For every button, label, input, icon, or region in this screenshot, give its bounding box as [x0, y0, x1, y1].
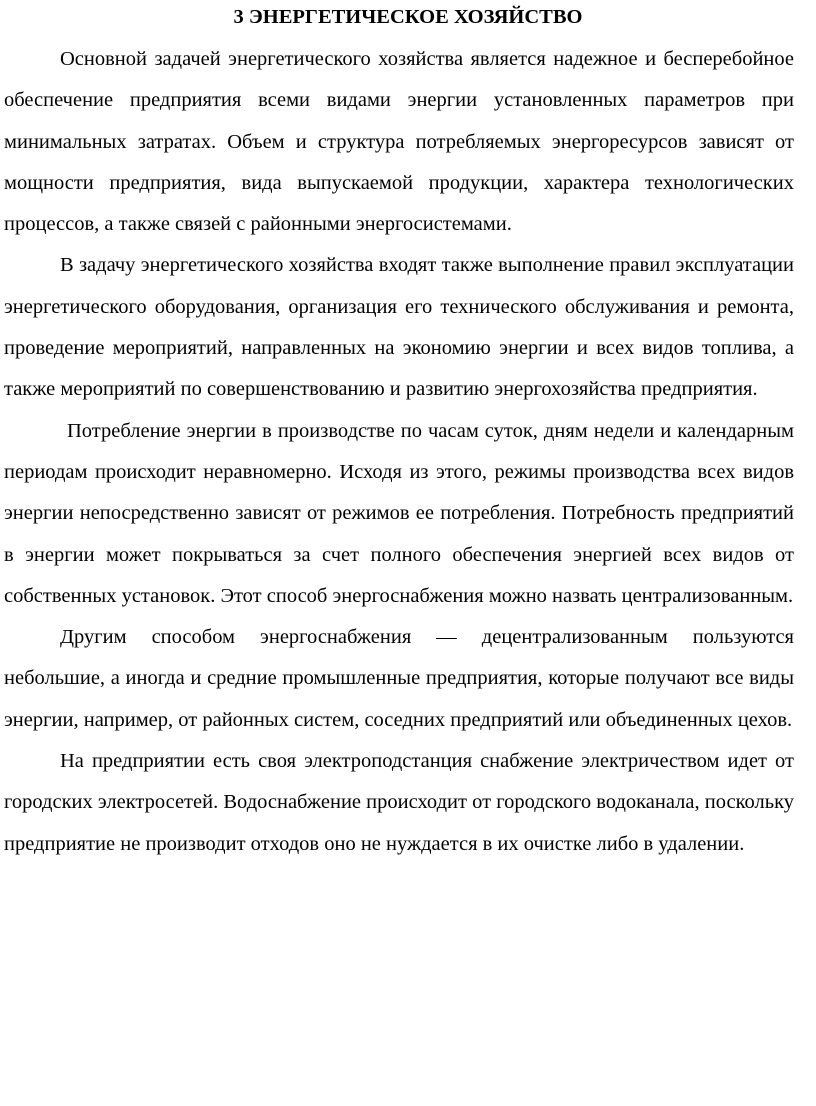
document-title: 3 ЭНЕРГЕТИЧЕСКОЕ ХОЗЯЙСТВО	[233, 6, 583, 28]
paragraph-3: Потребление энергии в производстве по часам суток, дням недели и календарным периодам происходит неравномерно. Исходя из этого, режимы производства всех видов энергии непосредственно зависят от режимов ее потребления. Потребность предприятий в энергии может покрываться за счет полного обеспечения энергией всех видов от собственных установок. Этот способ энергоснабжения можно назвать централизованным.	[4, 419, 794, 607]
paragraph-5: На предприятии есть своя электроподстанция снабжение электричеством идет от городских электросетей. Водоснабжение происходит от городского водоканала, поскольку предприятие не производит отходов оно не нуждается в их очистке либо в удалении.	[4, 750, 794, 855]
paragraph-2: В задачу энергетического хозяйства входят также выполнение правил эксплуатации энергетического оборудования, организация его технического обслуживания и ремонта, проведение мероприятий, направленных на экономию энергии и всех видов топлива, а также мероприятий по совершенствованию и развитию энергохозяйства предприятия.	[4, 254, 794, 401]
paragraph-1: Основной задачей энергетического хозяйства является надежное и бесперебойное обеспечение предприятия всеми видами энергии установленных параметров при минимальных затратах. Объем и структура потребляемых энергоресурсов зависят от мощности предприятия, вида выпускаемой продукции, характера технологических процессов, а также связей с районными энергосистемами.	[4, 48, 794, 236]
paragraph-4: Другим способом энергоснабжения — децентрализованным пользуются небольшие, а иногда и средние промышленные предприятия, которые получают все виды энергии, например, от районных систем, соседних предприятий или объединенных цехов.	[4, 626, 794, 731]
